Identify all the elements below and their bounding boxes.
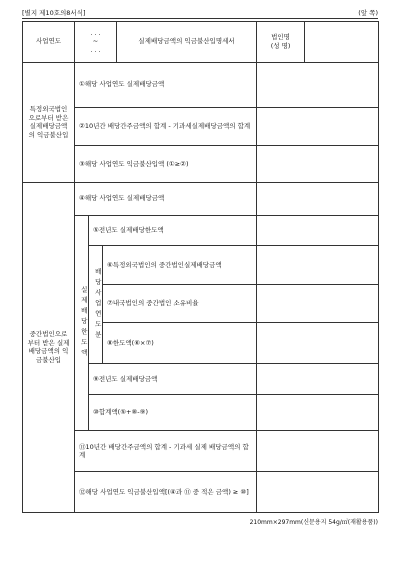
form-title: 실제배당금액의 익금불산입명세서	[117, 22, 257, 63]
item-5-amount[interactable]	[257, 215, 379, 246]
form-number: [별지 제10호의8서식]	[22, 8, 86, 17]
item-8-amount[interactable]	[257, 323, 379, 364]
header-rule	[22, 18, 378, 19]
form-header	[22, 6, 378, 18]
item-7-label: ⑦내국법인의 중간법인 소유비율	[103, 284, 257, 323]
corp-name-label: 법인명 (성 명)	[257, 22, 305, 63]
item-11-label: ⑪10년간 배당간주금액의 합계 - 기과세 실제 배당금액의 합계	[75, 431, 257, 472]
item-6-label: ⑥특정외국법인의 중간법인실제배당금액	[103, 246, 257, 285]
year-end: . . .	[90, 46, 101, 55]
item-10-label: ⑩합계액(⑤+⑧-⑨)	[89, 394, 257, 431]
item-7-amount[interactable]	[257, 284, 379, 323]
year-tilde: ~	[92, 37, 99, 46]
item-5-label: ⑤전년도 실제배당한도액	[89, 215, 257, 246]
paper-spec: 210mm×297mm(신문용지 54g/㎡(재활용품))	[249, 519, 378, 526]
item-8-label: ⑧한도액(⑥×⑦)	[103, 323, 257, 364]
corp-name-field[interactable]	[305, 22, 379, 63]
item-4-amount[interactable]	[257, 182, 379, 215]
dividend-basis-label: 배당사업연도분	[89, 246, 103, 364]
business-year-label: 사업연도	[23, 22, 75, 63]
item-12-amount[interactable]	[257, 472, 379, 513]
year-start: . . .	[90, 28, 101, 37]
item-9-amount[interactable]	[257, 364, 379, 395]
item-10-amount[interactable]	[257, 394, 379, 431]
item-9-label: ⑨전년도 실제배당금액	[89, 364, 257, 395]
item-11-amount[interactable]	[257, 431, 379, 472]
item-6-amount[interactable]	[257, 246, 379, 285]
item-4-label: ④해당 사업연도 실제배당금액	[75, 182, 257, 215]
business-year-field[interactable]	[75, 22, 117, 63]
limit-amount-label: 실제배당한도액	[75, 215, 89, 431]
dividend-exclusion-form	[22, 21, 379, 513]
item-12-label: ⑫해당 사업연도 익금불산입액[(④과 ⑪ 중 적은 금액) ≥ ⑩]	[75, 472, 257, 513]
section2-label: 중간법인으로부터 받은 실제배당금액의 익금불산입	[23, 182, 75, 512]
item-2-amount[interactable]	[257, 107, 379, 146]
section1-label: 특정외국법인으로부터 받은 실제배당금액의 익금불산입	[23, 62, 75, 182]
item-3-amount[interactable]	[257, 146, 379, 183]
item-2-label: ②10년간 배당간주금액의 합계 - 기과세실제배당금액의 합계	[75, 107, 257, 146]
item-1-amount[interactable]	[257, 62, 379, 107]
page-side: (앞 쪽)	[358, 8, 378, 17]
item-3-label: ③해당 사업연도 익금불산입액 (①≥②)	[75, 146, 257, 183]
item-1-label: ①해당 사업연도 실제배당금액	[75, 62, 257, 107]
